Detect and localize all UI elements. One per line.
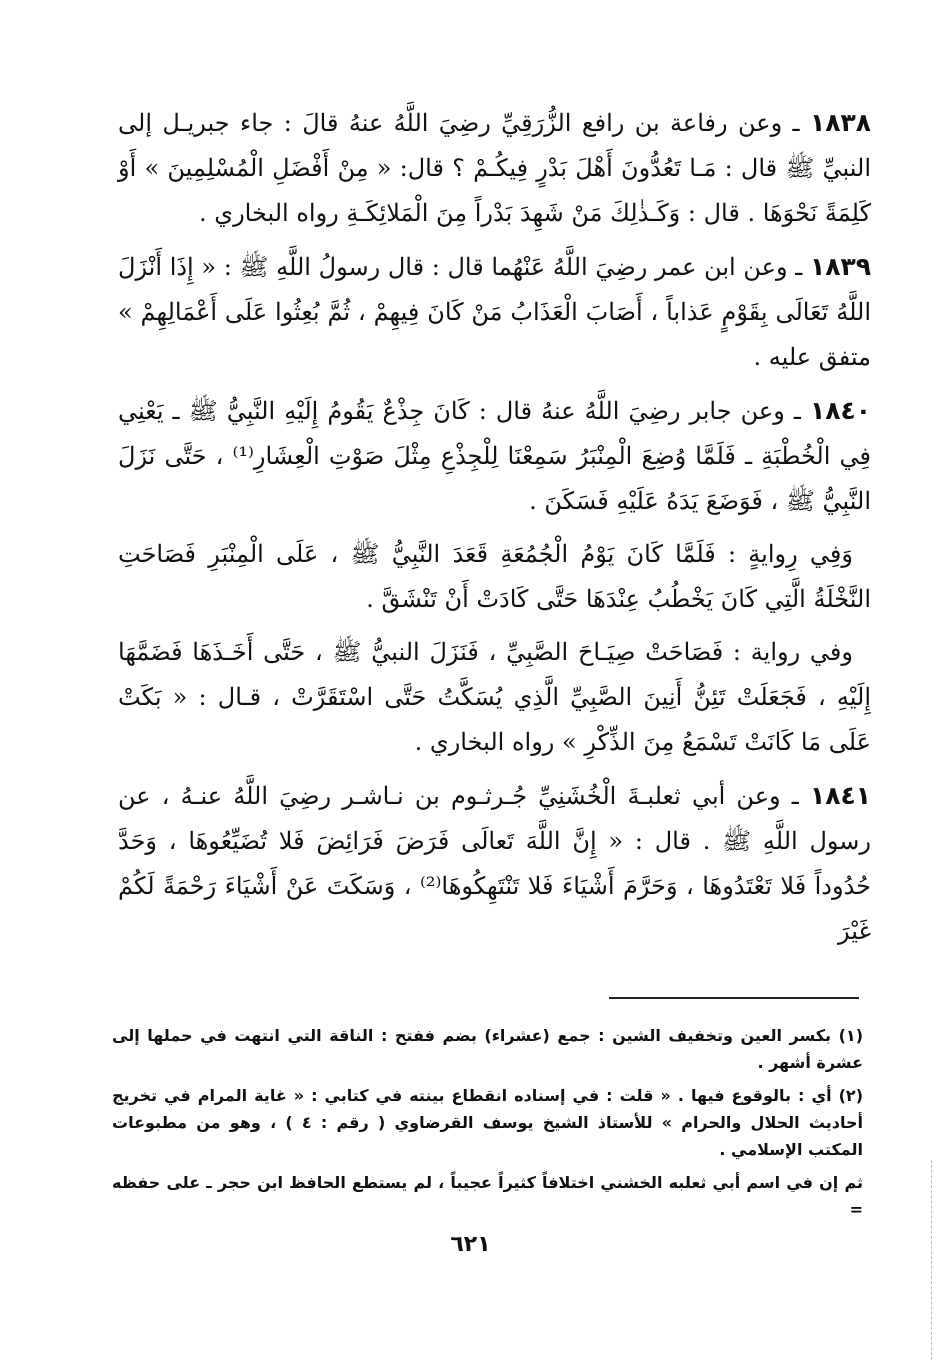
page-number: ٦٢١ bbox=[450, 1232, 491, 1257]
hadith-1838 bbox=[118, 100, 871, 236]
hadith-1841 bbox=[118, 773, 871, 954]
footnote-divider bbox=[609, 997, 859, 999]
footnote-continuation: ثم إن في اسم أبي ثعلبه الخشني اختلافاً كثيراً عجيباً ، لم يستطع الحافظ ابن حجر ـ على حفظه = bbox=[112, 1173, 863, 1219]
hadith-text: ـ وعن أبي ثعلبـةَ الْخُشَنِيِّ جُـرثـوم بن نـاشـر رضِيَ اللَّهُ عنـهُ ، عن رسول اللَّهِ ﷺ . قال : « إِنَّ اللَّهَ تَعالَى فَرَضَ فَرَائِضَ فَلا تُضَيِّعُوهَا ، وَحَدَّ حُدُوداً فَلا تَعْتَدُوهَا ، وَحَرَّمَ أَشْيَاءَ فَلا تَنْتَهِكُوهَا⁽²⁾ ، وَسَكَتَ عَنْ أَشْيَاءَ رَحْمَةً لَكُمْ غَيْرَ bbox=[118, 782, 872, 945]
narration-1: وَفِي رِوايةٍ : فَلَمَّا كَانَ يَوْمُ الْجُمُعَةِ قَعَدَ النَّبِيُّ ﷺ ، عَلَى الْمِنْبَرِ فَصَاحَتِ النَّخْلَةُ الَّتِي كَانَ يَخْطُبُ عِنْدَهَا حَتَّى كَادَتْ أَنْ تَنْشَقَّ . bbox=[118, 540, 871, 613]
main-text bbox=[118, 100, 871, 962]
footnote-2: (٢) أي : بالوقوع فيها . « قلت : في إسناده انقطاع بينته في كتابي : « غاية المرام في تخريج أحاديث الحلال والحرام » للأستاذ الشيخ يوسف القرضاوي ( رقم : ٤ ) ، وهو من مطبوعات المكتب الإسلامي . bbox=[112, 1086, 864, 1159]
footnote-1: (١) بكسر العين وتخفيف الشين : جمع (عشراء) بضم ففتح : الناقة التي انتهت في حملها إلى عشرة أشهر . bbox=[112, 1026, 863, 1072]
hadith-number: ١٨٤١ bbox=[809, 781, 871, 810]
hadith-text: ـ وعن رفاعة بن رافع الزُّرَقِيِّ رضِيَ اللَّهُ عنهُ قالَ : جاء جبريـل إلى النبيِّ ﷺ قال : مَـا تَعُدُّونَ أَهْلَ بَدْرٍ فِيكُـمْ ؟ قال: « مِنْ أَفْضَلِ الْمُسْلِمِينَ » أَوْ كَلِمَةً نَحْوَهَا . قال : وَكَـذٰلِكَ مَنْ شَهِدَ بَدْراً مِنَ الْمَلائِكَـةِ رواه البخاري . bbox=[118, 109, 871, 227]
narration-2: وفي رواية : فَصَاحَتْ صِيَـاحَ الصَّبِيِّ ، فَنَزَلَ النبيُّ ﷺ ، حَتَّى أَخَـذَهَا فَضَمَّهَا إِلَيْهِ ، فَجَعَلَتْ تَئِنُّ أَنِينَ الصَّبِيِّ الَّذِي يُسَكَّتُ حَتَّى اسْتَقَرَّتْ ، قـال : « بَكَتْ عَلَى مَا كَانَتْ تَسْمَعُ مِنَ الذِّكْرِ » رواه البخاري . bbox=[118, 638, 872, 756]
hadith-number: ١٨٤٠ bbox=[809, 396, 871, 425]
hadith-number: ١٨٣٨ bbox=[809, 108, 871, 137]
hadith-text: ـ وعن جابر رضِيَ اللَّهُ عنهُ قال : كَانَ جِذْعٌ يَقُومُ إِلَيْهِ النَّبِيُّ ﷺ ـ يَعْنِي فِي الْخُطْبَةِ ـ فَلَمَّا وُضِعَ الْمِنْبَرُ سَمِعْنَا لِلْجِذْعِ مِثْلَ صَوْتِ الْعِشَارِ⁽¹⁾ ، حَتَّى نَزَلَ النَّبِيُّ ﷺ ، فَوَضَعَ يَدَهُ عَلَيْهِ فَسَكَنَ . bbox=[118, 397, 871, 515]
hadith-text: ـ وعن ابن عمر رضِيَ اللَّهُ عَنْهُما قال : قال رسولُ اللَّهِ ﷺ : « إِذَا أَنْزَلَ اللَّهُ تَعَالَى بِقَوْمٍ عَذاباً ، أَصَابَ الْعَذَابُ مَنْ كَانَ فِيهِمْ ، ثُمَّ بُعِثُوا عَلَى أَعْمَالِهِمْ » متفق عليه . bbox=[118, 253, 871, 371]
margin-rule bbox=[931, 1160, 932, 1360]
hadith-number: ١٨٣٩ bbox=[809, 252, 871, 281]
hadith-1839 bbox=[118, 244, 871, 380]
footnotes bbox=[112, 1022, 863, 1229]
hadith-1840 bbox=[118, 388, 871, 524]
